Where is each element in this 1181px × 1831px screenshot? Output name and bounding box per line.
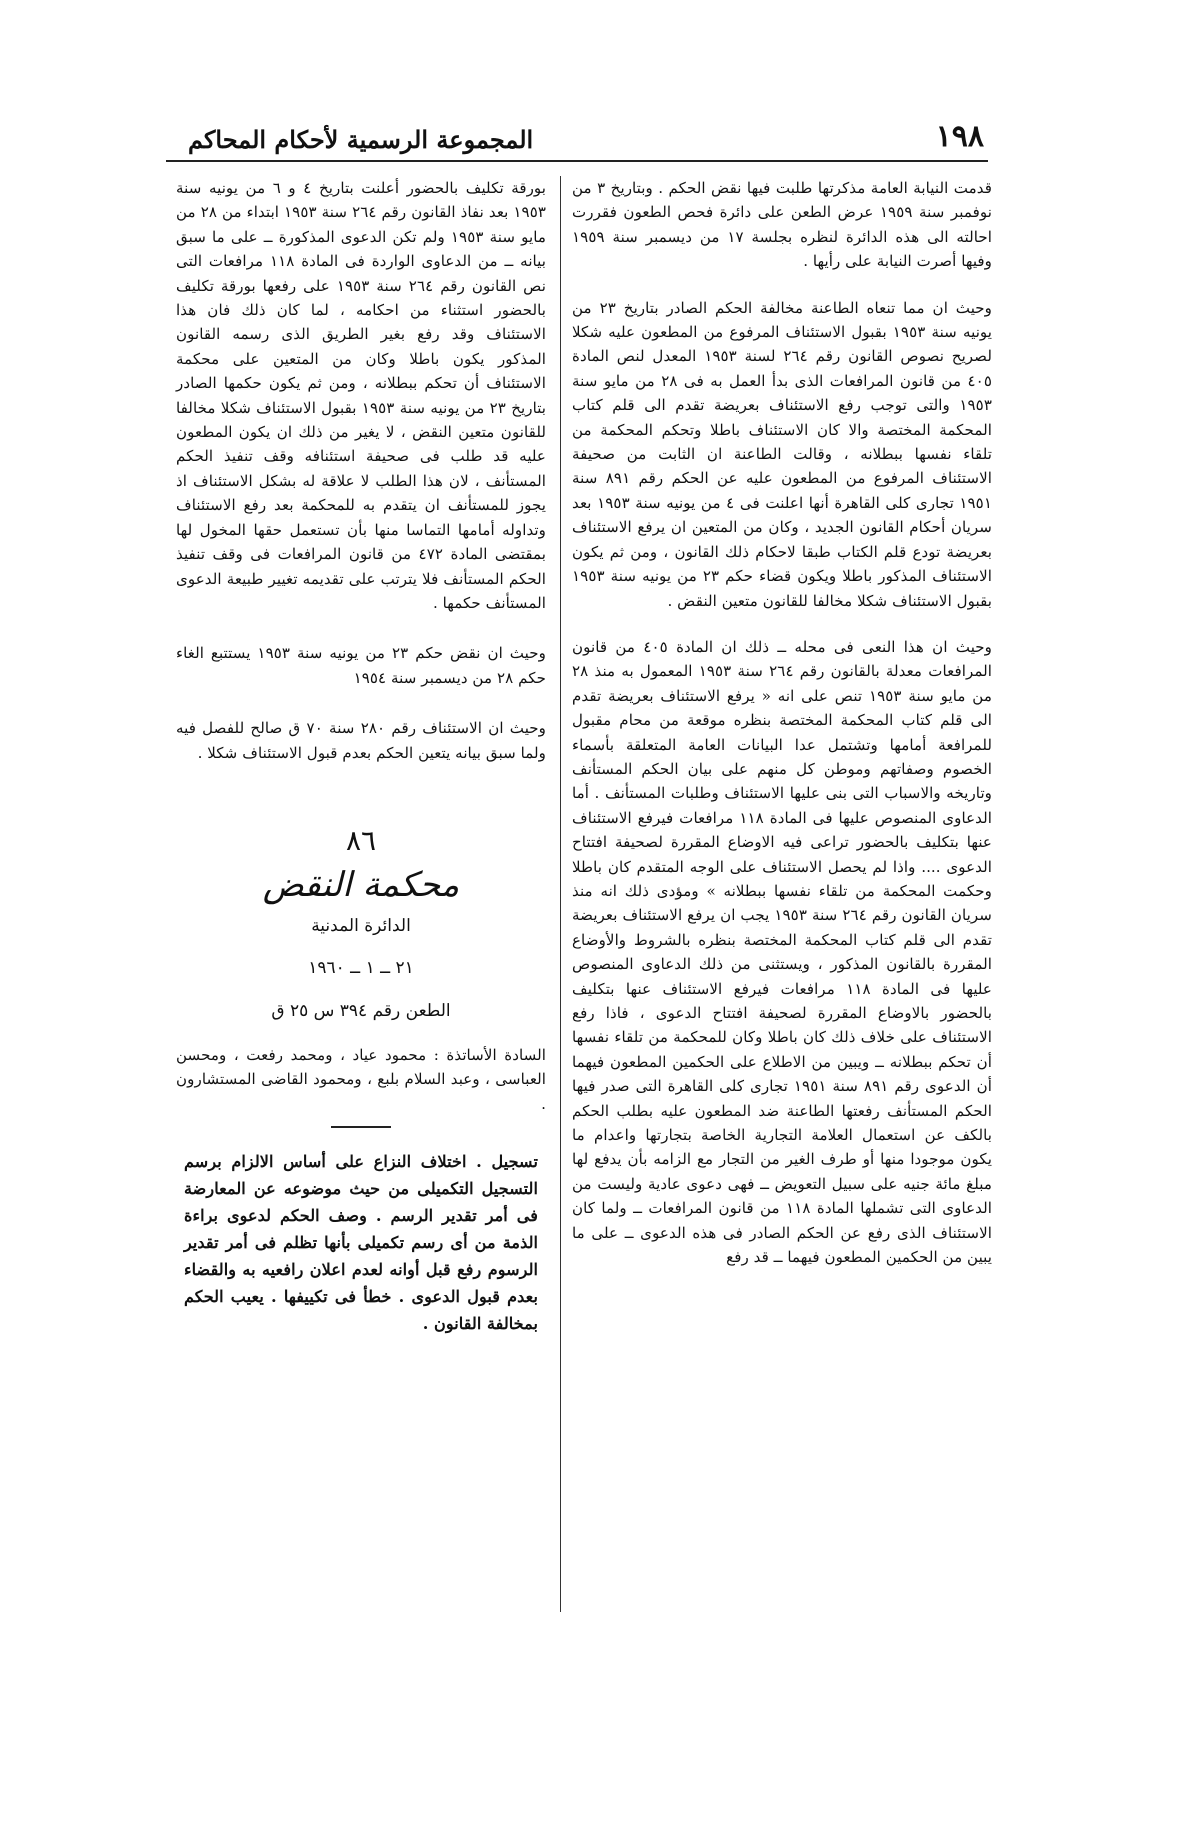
running-title: المجموعة الرسمية لأحكام المحاكم: [188, 125, 534, 154]
appeal-number: الطعن رقم ٣٩٤ س ٢٥ ق: [271, 1000, 451, 1021]
paragraph-court-reasoning: وحيث ان هذا النعى فى محله ــ ذلك ان المادة ٤٠٥ من قانون المرافعات معدلة بالقانون رقم ٢٦٤ سنة ١٩٥٣ المعمول به منذ ٢٨ من مايو سنة ١٩٥٣ تنص على انه « يرفع الاستئناف بعريضة تقدم الى قلم كتاب المحكمة المختصة بنظره موقعة من محام مقبول للمرافعة أمامها وتشتمل عدا البيانات العامة المتعلقة بأسماء الخصوم وصفاتهم وموطن كل منهم على بيان الحكم المستأنف وتاريخه والاسباب التى بنى عليها الاستئناف وطلبات المستأنف . أما الدعاوى المنصوص عليها فى المادة ١١٨ مرافعات فيرفع الاستئناف عنها بتكليف بالحضور تراعى فيه الاوضاع المقررة لصحيفة افتتاح الدعوى .... واذا لم يحصل الاستئناف على الوجه المتقدم كان باطلا وحكمت المحكمة من تلقاء نفسها ببطلانه » ومؤدى ذلك انه منذ سريان القانون رقم ٢٦٤ سنة ١٩٥٣ يجب ان يرفع الاستئناف بعريضة تقدم الى قلم كتاب المحكمة المختصة بنظره بالشروط والأوضاع المقررة بالقانون المذكور ، ويستثنى من ذلك الدعاوى المنصوص عليها فى المادة ١١٨ مرافعات فيرفع الاستئناف عنها بتكليف بالحضور بالاوضاع المقررة لصحيفة افتتاح الدعوى ، فاذا رفع الاستئناف على خلاف ذلك كان باطلا وكان للمحكمة من تلقاء نفسها أن تحكم ببطلانه ــ ويبين من الاطلاع على الحكمين المطعون فيهما أن الدعوى رقم ٨٩١ سنة ١٩٥١ تجارى كلى القاهرة التى صدر فيها الحكم المستأنف رفعتها الطاعنة ضد المطعون عليه بطلب الحكم بالكف عن استعمال العلامة التجارية الخاصة بتجارتها واعدام ما يكون موجودا منها أو طرف الغير من التجار مع الزامه بأن يدفع لها مبلغ مائة جنيه على سبيل التعويض ــ فهى دعوى عادية وليست من الدعاوى التى تشملها المادة ١١٨ من قانون المرافعات ــ ولما كان الاستئناف الذى رفع عن الحكم الصادر فى هذه الدعوى ــ على ما يبين من الحكمين المطعون فيهما ــ قد رفع: [572, 637, 993, 1267]
paragraph-appeal-grounds: وحيث ان مما تنعاه الطاعنة مخالفة الحكم الصادر بتاريخ ٢٣ من يونيه سنة ١٩٥٣ بقبول الاستئناف المرفوع من المطعون عليه شكلا لصريح نصوص القانون رقم ٢٦٤ لسنة ١٩٥٣ المعدل لنص المادة ٤٠٥ من قانون المرافعات الذى بدأ العمل به فى ٢٨ من مايو سنة ١٩٥٣ والتى توجب رفع الاستئناف بعريضة تقدم الى قلم كتاب المحكمة المختصة والا كان الاستئناف باطلا وتحكم المحكمة من تلقاء نفسها ببطلانه ، وقالت الطاعنة ان الثابت من صحيفة الاستئناف المرفوع من المطعون عليه عن الحكم رقم ٨٩١ سنة ١٩٥١ تجارى كلى القاهرة أنها اعلنت فى ٤ من يونيه سنة ١٩٥٣ بعد سريان أحكام القانون الجديد ، وكان من المتعين ان يرفع الاستئناف بعريضة تودع قلم الكتاب طبقا لاحكام ذلك القانون ، ومن ثم يكون الاستئناف المذكور باطلا ويكون قضاء حكم ٢٣ من يونيه سنة ١٩٥٣ بقبول الاستئناف شكلا مخالفا للقانون متعين النقض .: [572, 298, 993, 610]
section-rule: [331, 1126, 391, 1128]
headnote: تسجيل . اختلاف النزاع على أساس الالزام برسم التسجيل التكميلى من حيث موضوعه عن المعارضة فى أمر تقدير الرسم . وصف الحكم لدعوى براءة الذمة من أى رسم تكميلى بأنها تظلم فى أمر تقدير الرسوم رفع قبل أوانه لعدم اعلان رافعيه به والقضاء بعدم قبول الدعوى . خطأ فى تكييفها . يعيب الحكم بمخالفة القانون .: [184, 1152, 538, 1334]
paragraph-cassation-effect: وحيث ان نقض حكم ٢٣ من يونيه سنة ١٩٥٣ يستتبع الغاء حكم ٢٨ من ديسمبر سنة ١٩٥٤: [176, 644, 546, 687]
column-divider: [560, 176, 561, 1612]
circuit-name: الدائرة المدنية: [311, 915, 411, 936]
header-rule: [166, 160, 988, 162]
paragraph-reasoning-continued: بورقة تكليف بالحضور أعلنت بتاريخ ٤ و ٦ من يونيه سنة ١٩٥٣ بعد نفاذ القانون رقم ٢٦٤ سنة ١٩٥٣ ابتداء من ٢٨ من مايو سنة ١٩٥٣ ولم تكن الدعوى المذكورة ــ على ما سبق بيانه ــ من الدعاوى الواردة فى المادة ١١٨ مرافعات التى نص القانون رقم ٢٦٤ سنة ١٩٥٣ على رفعها بورقة تكليف بالحضور استثناء من احكامه ، لما كان ذلك فان هذا الاستئناف وقد رفع بغير الطريق الذى رسمه القانون المذكور يكون باطلا وكان من المتعين على محكمة الاستئناف أن تحكم ببطلانه ، ومن ثم يكون حكمها الصادر بتاريخ ٢٣ من يونيه سنة ١٩٥٣ بقبول الاستئناف شكلا مخالفا للقانون متعين النقض ، لا يغير من ذلك ان يكون المطعون عليه قد طلب فى صحيفة استئنافه وقف تنفيذ الحكم المستأنف ، لان هذا الطلب لا علاقة له بشكل الاستئناف اذ يجوز للمستأنف ان يتقدم به للمحكمة بعد رفع الاستئناف وتداوله أمامها التماسا منها بأن تستعمل حقها المخول لها بمقتضى المادة ٤٧٢ من قانون المرافعات فى وقف تنفيذ الحكم المستأنف فلا يترتب على تقديمه تغيير طبيعة الدعوى المستأنف حكمها .: [176, 179, 547, 612]
case-number: ٨٦: [345, 823, 377, 857]
left-column: [176, 176, 546, 1337]
judgment-date: ٢١ ــ ١ ــ ١٩٦٠: [308, 958, 414, 979]
page-header: [176, 112, 984, 154]
right-column: [572, 176, 992, 1269]
paragraph-prosecution-memo: قدمت النيابة العامة مذكرتها طلبت فيها نقض الحكم . وبتاريخ ٣ من نوفمبر سنة ١٩٥٩ عرض الطعن على دائرة فحص الطعون فقررت احالته الى هذه الدائرة لنظره بجلسة ١٧ من ديسمبر سنة ١٩٥٩ وفيها أصرت النيابة على رأيها .: [572, 179, 992, 271]
judges-list: السادة الأساتذة : محمود عياد ، ومحمد رفعت ، ومحسن العباسى ، وعبد السلام بلبع ، ومحمود القاضى المستشارون .: [176, 1045, 546, 1113]
paragraph-ruling: وحيث ان الاستئناف رقم ٢٨٠ سنة ٧٠ ق صالح للفصل فيه ولما سبق بيانه يتعين الحكم بعدم قبول الاستئناف شكلا .: [176, 719, 546, 762]
court-name: محكمة النقض: [262, 865, 460, 906]
page-number: ١٩٨: [935, 119, 984, 154]
